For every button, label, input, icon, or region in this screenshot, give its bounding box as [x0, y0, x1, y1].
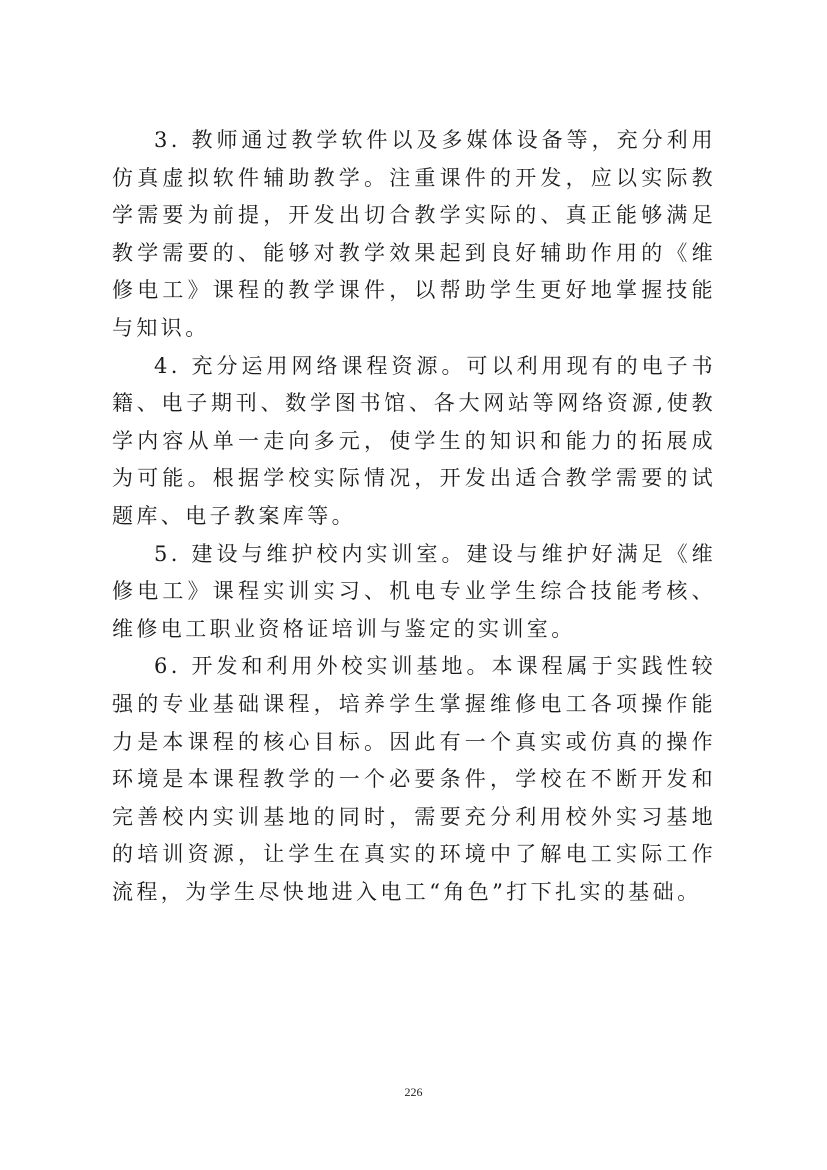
document-body: [112, 122, 716, 911]
paragraph-network-resources: 4. 充分运用网络课程资源。可以利用现有的电子书籍、电子期刊、数学图书馆、各大网站等网络资源,使教学内容从单一走向多元，使学生的知识和能力的拓展成为可能。根据学校实际情况，开发出适合教学需要的试题库、电子教案库等。: [112, 353, 716, 528]
paragraph-training-room: 5. 建设与维护校内实训室。建设与维护好满足《维修电工》课程实训实习、机电专业学生综合技能考核、维修电工职业资格证培训与鉴定的实训室。: [112, 541, 716, 641]
paragraph-external-base: 6. 开发和利用外校实训基地。本课程属于实践性较强的专业基础课程，培养学生掌握维修电工各项操作能力是本课程的核心目标。因此有一个真实或仿真的操作环境是本课程教学的一个必要条件，学校在不断开发和完善校内实训基地的同时，需要充分利用校外实习基地的培训资源，让学生在真实的环境中了解电工实际工作流程，为学生尽快地进入电工“角色”打下扎实的基础。: [112, 654, 716, 904]
page-number: 226: [404, 1085, 423, 1099]
paragraph-teaching-software: 3. 教师通过教学软件以及多媒体设备等，充分利用仿真虚拟软件辅助教学。注重课件的开发，应以实际教学需要为前提，开发出切合教学实际的、真正能够满足教学需要的、能够对教学效果起到良好辅助作用的《维修电工》课程的教学课件，以帮助学生更好地掌握技能与知识。: [112, 128, 716, 340]
